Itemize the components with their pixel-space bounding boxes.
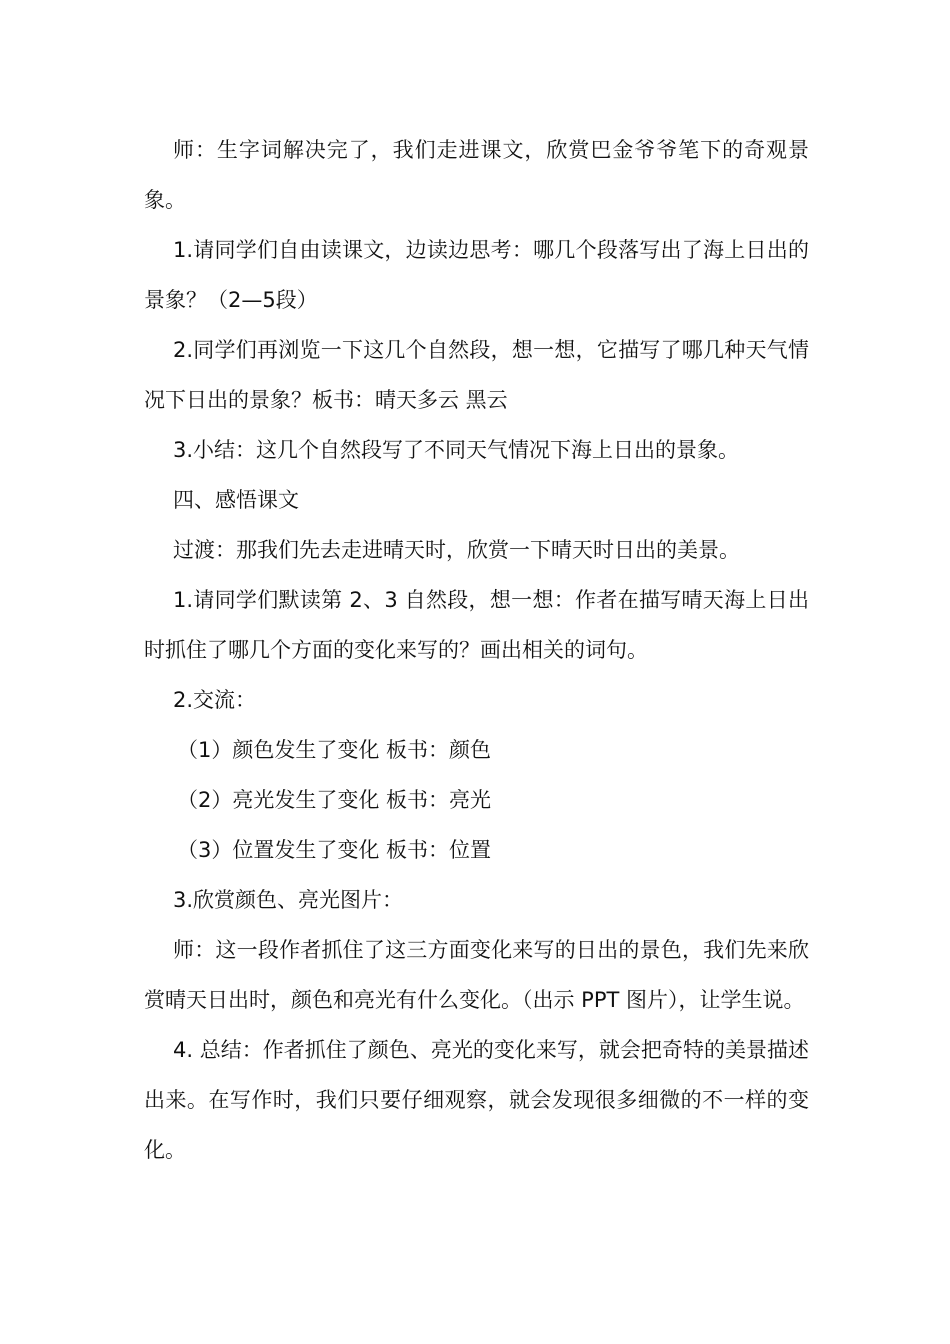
list-item-color: （1）颜色发生了变化 板书：颜色 (177, 738, 492, 762)
paragraph-step-3-pictures: 3.欣赏颜色、亮光图片： (173, 888, 404, 912)
paragraph-step-1-read: 1.请同学们自由读课文，边读边思考：哪几个段落写出了海上日出的景象？（2—5段） (144, 238, 809, 312)
list-item-light: （2）亮光发生了变化 板书：亮光 (177, 788, 492, 812)
paragraph-step-2-browse: 2.同学们再浏览一下这几个自然段，想一想，它描写了哪几种天气情况下日出的景象？板书：晴天多云 黑云 (144, 338, 809, 412)
section-heading: 四、感悟课文 (173, 488, 299, 512)
paragraph-step-4-conclusion: 4. 总结：作者抓住了颜色、亮光的变化来写，就会把奇特的美景描述出来。在写作时，我们只要仔细观察，就会发现很多细微的不一样的变化。 (144, 1038, 809, 1162)
paragraph-teacher-intro: 师：生字词解决完了，我们走进课文，欣赏巴金爷爷笔下的奇观景象。 (144, 138, 809, 212)
paragraph-step-3-summary: 3.小结：这几个自然段写了不同天气情况下海上日出的景象。 (173, 438, 740, 462)
paragraph-teacher-explain: 师：这一段作者抓住了这三方面变化来写的日出的景色，我们先来欣赏晴天日出时，颜色和亮光有什么变化。（出示 PPT 图片），让学生说。 (144, 938, 809, 1012)
document-body (144, 125, 809, 1175)
paragraph-step-1-silent-read: 1.请同学们默读第 2、3 自然段，想一想：作者在描写晴天海上日出时抓住了哪几个方面的变化来写的？画出相关的词句。 (144, 588, 809, 662)
paragraph-step-2-discuss: 2.交流： (173, 688, 257, 712)
paragraph-transition: 过渡：那我们先去走进晴天时，欣赏一下晴天时日出的美景。 (173, 538, 740, 562)
list-item-position: （3）位置发生了变化 板书：位置 (177, 838, 492, 862)
